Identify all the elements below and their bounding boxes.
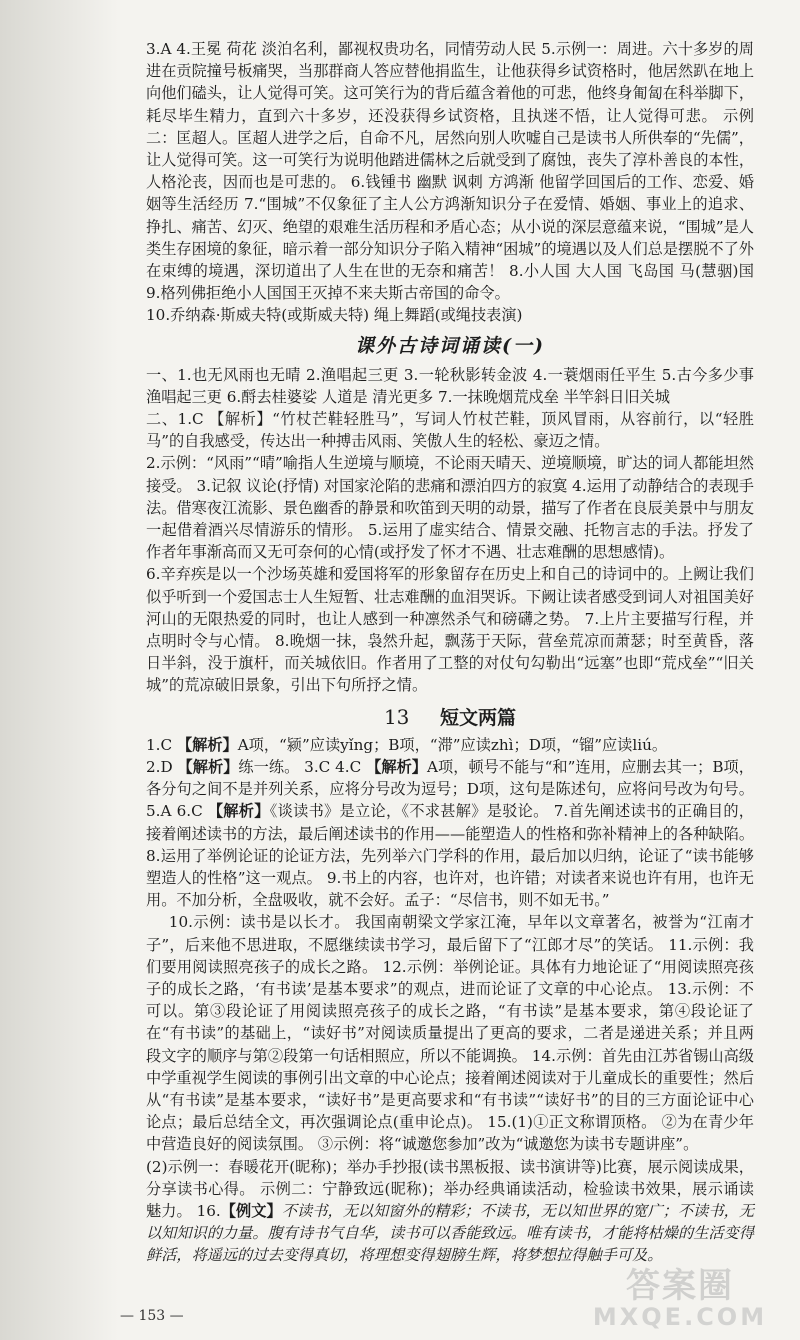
watermark-main: 答案圈 [626,1266,734,1306]
answer-paragraph-8 [146,756,754,911]
example-essay-text: 不读书，无以知窗外的精彩；不读书，无以知世界的宽广；不读书，无以知知识的力量。腹有诗书气自华，读书可以香能致远。唯有读书，才能将枯燥的生活变得鲜活，将遥远的过去变得真切，将理想变得翅膀生辉，将梦想拉得触手可及。 [146,1201,755,1265]
watermark-sub: MXQE.COM [592,1303,768,1331]
page-number: — 153 — [120,1308,184,1324]
analysis-tag: 【解析】 [366,757,428,776]
answer-paragraph-6: 6.辛弃疾是以一个沙场英雄和爱国将军的形象留存在历史上和自己的诗词中的。上阙让我们似乎听到一个爱国志士人生短暂、壮志难酬的血泪哭诉。下阙让读者感受到词人对祖国美好河山的无限热爱的同时，也让人感到一种凛然杀气和磅礴之势。 7.上片主要描写行程，并点明时令与心情。 8.晚烟一抹，袅然升起，飘荡于天际，营垒荒凉而萧瑟；时至黄昏，落日半斜，没于旗杆，而关城依旧。作者用了工整的对仗句勾勒出“远塞”也即“荒戍垒”“旧关城”的荒凉破旧景象，引出下句所抒之情。 [146,565,754,695]
answer-text: 练一练。 3.C 4.C [238,757,367,776]
answer-paragraph-9: 10.示例：读书是以长才。 我国南朝梁文学家江淹，早年以文章著名，被誉为“江南才子”，后来他不思进取，不愿继续读书学习，最后留下了“江郎才尽”的笑话。 11.示例：我们要用阅读照亮孩子的成长之路。 12.示例：举例论证。具体有力地论证了“用阅读照亮孩子的成长之路，‘有书读’是基本要求”的观点，进而论证了文章的中心论点。 13.示例：不可以。第③段论证了用阅读照亮孩子的成长之路，“有书读”是基本要求，第④段论证了在“有书读”的基础上，“读好书”对阅读质量提出了更高的要求，二者是递进关系；并且两段文字的顺序与第②段第一句话相照应，所以不能调换。 14.示例：首先由江苏省锡山高级中学重视学生阅读的事例引出文章的中心论点；接着阐述阅读对于儿童成长的重要性；然后从“有书读”是基本要求，“读好书”是更高要求和“有书读”“读好书”的目的三方面论证中心论点；最后总结全文，再次强调论点(重申论点)。 15.(1)①正文称谓顶格。 ②为在青少年中营造良好的阅读氛围。 ③示例：将“诚邀您参加”改为“诚邀您为读书专题讲座”。 [146,913,754,1154]
answer-paragraph-5: 2.示例：“风雨”“晴”喻指人生逆境与顺境，不论雨天晴天、逆境顺境，旷达的词人都能坦然接受。 3.记叙 议论(抒情) 对国家沦陷的悲痛和漂泊四方的寂寞 4.运用了动静结合的表现手法。借寒夜江流影、景色幽香的静景和吹笛到天明的动景，描写了作者在良辰美景中与朋友一起借着酒兴尽情游乐的情形。 5.运用了虚实结合、情景交融、托物言志的手法。抒发了作者年事渐高而又无可奈何的心情(或抒发了怀才不遇、壮志难酬的思想感情)。 [146,454,754,562]
answer-text: (2)示例一：春暖花开(昵称)；举办手抄报(读书黑板报、读书演讲等)比赛，展示阅读成果，分享读书心得。 示例二：宁静致远(昵称)；举办经典诵读活动，检验读书效果，展示诵读魅力。 16. [146,1157,754,1220]
answer-text: A项，顿号不能与“和”连用，应删去其一；B项，各分句之间不是并列关系，应将分号改为逗号；D项，这句是陈述句，应将问号改为句号。 5.A 6.C [146,757,754,821]
section-number: 13 [383,704,410,729]
section-heading-13 [146,703,754,730]
analysis-tag: 【解析】 [207,802,270,821]
section-heading-ancient-poetry: 课外古诗词诵读(一) [355,334,545,357]
page-margin-shadow [0,0,118,1340]
answer-paragraph-10 [146,1156,754,1267]
site-watermark-logo [580,1258,780,1336]
section-title: 短文两篇 [440,706,517,729]
answer-paragraph-2: 10.乔纳森·斯威夫特(或斯威夫特) 绳上舞蹈(或绳技表演) [146,306,523,325]
answer-paragraph-4: 二、1.C 【解析】“竹杖芒鞋轻胜马”，写词人竹杖芒鞋，顶风冒雨，从容前行，以“轻胜马”的自我感受，传达出一种搏击风雨、笑傲人生的轻松、豪迈之情。 [146,410,754,451]
answer-text: 2.D [146,757,178,776]
answer-text: 《谈读书》是立论，《不求甚解》是驳论。 7.首先阐述读书的正确目的，接着阐述读书的方法，最后阐述读书的作用——能塑造人的性格和弥补精神上的各种缺陷。 8.运用了举例论证的论证方法，先列举六门学科的作用，最后加以归纳，论证了“读书能够塑造人的性格”这一观点。 9.书上的内容，也许对，也许错；对读者来说也许有用，也许无用。不加分析，全盘吸收，就不会好。孟子：“尽信书，则不如无书。” [146,802,754,910]
answer-paragraph-1: 3.A 4.王冕 荷花 淡泊名利，鄙视权贵功名，同情劳动人民 5.示例一：周进。六十多岁的周进在贡院撞号板痛哭，当那群商人答应替他捐监生，让他获得乡试资格时，他居然趴在地上向他们磕头，让人觉得可笑。这可笑行为的背后蕴含着他的可悲，他终身匍匐在科举脚下，耗尽毕生精力，直到六十多岁，还没获得乡试资格，且执迷不悟，让人觉得可悲。 示例二：匡超人。匡超人进学之后，自命不凡，居然向别人吹嘘自己是读书人所供奉的“先儒”，让人觉得可笑。这一可笑行为说明他踏进儒林之后就受到了腐蚀，丧失了淳朴善良的本性，人格沦丧，因而也是可悲的。 6.钱锺书 幽默 讽刺 方鸿渐 他留学回国后的工作、恋爱、婚姻等生活经历 7.“围城”不仅象征了主人公方鸿渐知识分子在爱情、婚姻、事业上的追求、挣扎、痛苦、幻灭、绝望的艰难生活历程和矛盾心态；从小说的深层意蕴来说，“围城”是人类生存困境的象征，暗示着一部分知识分子陷入精神“困城”的境遇以及人们总是摆脱不了外在束缚的境遇，深切道出了人生在世的无奈和痛苦！ 8.小人国 大人国 飞岛国 马(慧骃)国 9.格列佛拒绝小人国国王灭掉不来夫斯古帝国的命令。 [146,40,754,303]
analysis-tag: 【解析】 [177,757,239,776]
answer-text: 1.C [146,735,177,754]
analysis-tag: 【解析】 [176,735,238,754]
answer-text: A项，“颍”应读yǐng；B项，“滞”应读zhì；D项，“镏”应读liú。 [237,735,668,754]
example-essay-tag: 【例文】 [220,1201,282,1220]
answer-paragraph-7 [146,734,754,756]
answer-paragraph-3: 一、1.也无风雨也无晴 2.渔唱起三更 3.一轮秋影转金波 4.一蓑烟雨任平生 5.古今多少事 渔唱起三更 6.酹去桂婆娑 人道是 清光更多 7.一抹晚烟荒戍垒 半竿斜日旧关城 [146,365,754,406]
